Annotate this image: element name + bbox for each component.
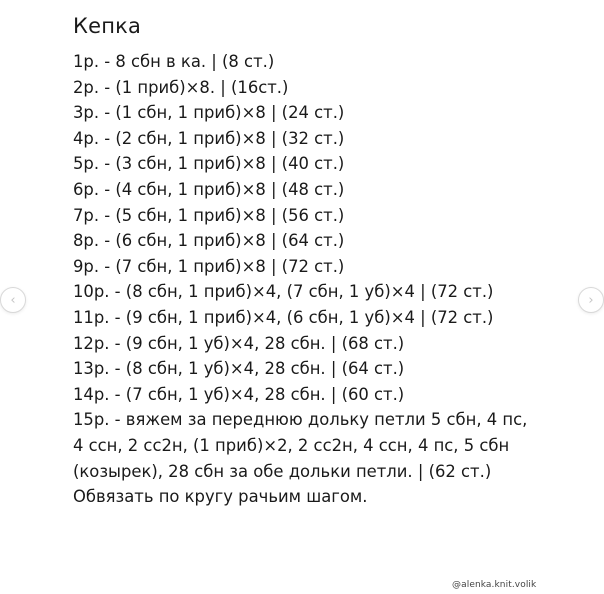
- pattern-title: Кепка: [73, 14, 142, 38]
- finish-instruction: Обвязать по кругу рачьим шагом.: [73, 487, 368, 507]
- row-9: 9р. - (7 сбн, 1 приб)×8 | (72 ст.): [73, 256, 345, 276]
- chevron-left-icon: ‹: [10, 292, 16, 308]
- row-3: 3р. - (1 сбн, 1 приб)×8 | (24 ст.): [73, 103, 345, 123]
- row-1: 1р. - 8 сбн в ка. | (8 ст.): [73, 52, 275, 71]
- row-4: 4р. - (2 сбн, 1 приб)×8 | (32 ст.): [73, 128, 345, 148]
- row-8: 8р. - (6 сбн, 1 приб)×8 | (64 ст.): [73, 231, 345, 251]
- author-watermark: @alenka.knit.volik: [452, 580, 537, 590]
- row-5: 5р. - (3 сбн, 1 приб)×8 | (40 ст.): [73, 154, 345, 174]
- row-10: 10р. - (8 сбн, 1 приб)×4, (7 сбн, 1 уб)×4 | (72 ст.): [73, 282, 494, 302]
- next-slide-button[interactable]: [578, 287, 604, 313]
- previous-slide-button[interactable]: [0, 287, 26, 313]
- row-14: 14р. - (7 сбн, 1 уб)×4, 28 сбн. | (60 ст.): [73, 384, 405, 404]
- row-7: 7р. - (5 сбн, 1 приб)×8 | (56 ст.): [73, 205, 345, 225]
- row-6: 6р. - (4 сбн, 1 приб)×8 | (48 ст.): [73, 179, 345, 199]
- row-15: 15р. - вяжем за переднюю дольку петли 5 сбн, 4 пс, 4 ссн, 2 сс2н, (1 приб)×2, 2 сс2н, 4 ссн, 4 пс, 5 сбн (козырек), 28 сбн за обе дольки петли. | (62 ст.): [73, 410, 528, 481]
- row-12: 12р. - (9 сбн, 1 уб)×4, 28 сбн. | (68 ст.): [73, 333, 405, 353]
- row-11: 11р. - (9 сбн, 1 приб)×4, (6 сбн, 1 уб)×4 | (72 ст.): [73, 307, 494, 327]
- pattern-rows: [73, 49, 543, 510]
- row-13: 13р. - (8 сбн, 1 уб)×4, 28 сбн. | (64 ст.): [73, 359, 405, 379]
- chevron-right-icon: ›: [588, 292, 594, 308]
- row-2: 2р. - (1 приб)×8. | (16ст.): [73, 77, 289, 97]
